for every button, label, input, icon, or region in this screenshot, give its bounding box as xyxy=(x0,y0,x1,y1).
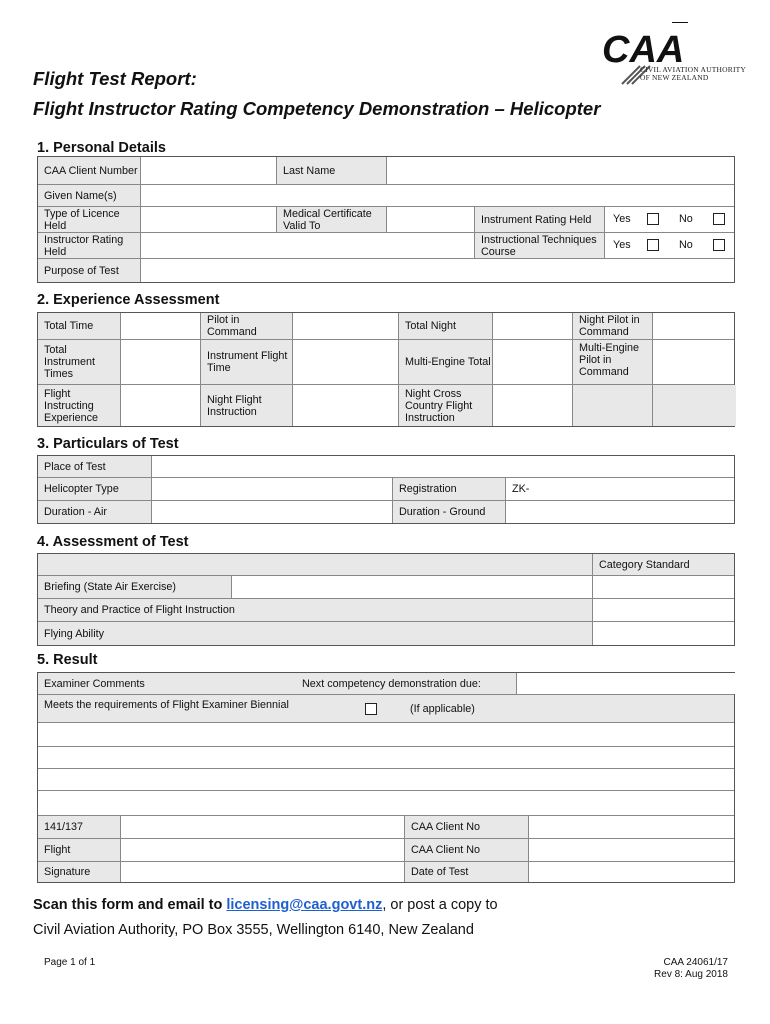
itc-yes-checkbox[interactable] xyxy=(647,239,659,251)
field-total-time[interactable] xyxy=(120,313,200,339)
logo-text: CIVIL AVIATION AUTHORITY OF NEW ZEALAND xyxy=(640,65,747,82)
label-pic: Pilot in Command xyxy=(200,313,292,339)
field-licence-type[interactable] xyxy=(140,207,276,232)
section-result: 5. Result xyxy=(37,652,98,668)
title-line-1: Flight Test Report: xyxy=(33,68,197,89)
field-helicopter-type[interactable] xyxy=(151,478,392,500)
biennial-checkbox[interactable] xyxy=(365,703,377,715)
yes-label: Yes xyxy=(613,239,631,251)
label-instrument-rating: Instrument Rating Held xyxy=(474,207,604,232)
field-registration[interactable]: ZK- xyxy=(505,478,736,500)
field-night-cross-country[interactable] xyxy=(492,385,572,426)
blank-value-cell xyxy=(652,385,736,426)
field-instrument-flight[interactable] xyxy=(292,340,398,384)
yes-label: Yes xyxy=(613,213,631,225)
field-duration-ground[interactable] xyxy=(505,501,736,523)
itc-options xyxy=(604,233,736,258)
field-caa-client-no-1[interactable] xyxy=(528,816,736,838)
label-caa-client-no: CAA Client No xyxy=(404,839,528,861)
field-night-flight-instruction[interactable] xyxy=(292,385,398,426)
label-flying: Flying Ability xyxy=(38,622,592,645)
label-instructor-rating: Instructor Rating Held xyxy=(38,233,140,258)
field-theory-standard[interactable] xyxy=(592,599,736,621)
label-purpose: Purpose of Test xyxy=(38,259,140,282)
label-night-pic: Night Pilot in Command xyxy=(572,313,652,339)
page-number: Page 1 of 1 xyxy=(44,957,96,968)
label-category-standard: Category Standard xyxy=(592,554,736,575)
field-total-night[interactable] xyxy=(492,313,572,339)
no-label: No xyxy=(679,213,693,225)
logo-mark: CAA xyxy=(602,29,685,71)
field-multi-engine[interactable] xyxy=(492,340,572,384)
section-experience: 2. Experience Assessment xyxy=(37,292,220,308)
field-given-names[interactable] xyxy=(140,185,736,206)
section-assessment: 4. Assessment of Test xyxy=(37,534,189,550)
label-client-number: CAA Client Number xyxy=(38,157,140,184)
itc-no-checkbox[interactable] xyxy=(713,239,725,251)
label-night-cross-country: Night Cross Country Flight Instruction xyxy=(398,385,492,426)
label-141-137: 141/137 xyxy=(38,816,120,838)
field-141-137[interactable] xyxy=(120,816,404,838)
label-licence-type: Type of Licence Held xyxy=(38,207,140,232)
label-biennial: Meets the requirements of Flight Examiner Biennial xyxy=(44,699,289,711)
label-caa-client-no: CAA Client No xyxy=(404,816,528,838)
title-line-2: Flight Instructor Rating Competency Demonstration – Helicopter xyxy=(33,98,601,119)
label-duration-air: Duration - Air xyxy=(38,501,151,523)
field-purpose[interactable] xyxy=(140,259,736,282)
label-medical: Medical Certificate Valid To xyxy=(276,207,386,232)
instrument-no-checkbox[interactable] xyxy=(713,213,725,225)
label-total-instrument: Total Instrument Times xyxy=(38,340,120,384)
field-client-number[interactable] xyxy=(140,157,276,184)
label-last-name: Last Name xyxy=(276,157,386,184)
label-night-flight-instruction: Night Flight Instruction xyxy=(200,385,292,426)
field-briefing-standard[interactable] xyxy=(592,576,736,598)
field-total-instrument[interactable] xyxy=(120,340,200,384)
label-multi-engine: Multi-Engine Total xyxy=(398,340,492,384)
label-briefing: Briefing (State Air Exercise) xyxy=(38,576,231,598)
form-code: CAA 24061/17 xyxy=(663,957,728,968)
label-itc: Instructional Techniques Course xyxy=(474,233,604,258)
experience-table xyxy=(37,312,735,427)
label-next-due: Next competency demonstration due: xyxy=(302,677,481,690)
instrument-rating-options xyxy=(604,207,736,232)
assessment-table xyxy=(37,553,735,646)
label-if-applicable: (If applicable) xyxy=(410,702,475,715)
field-flight-instructing[interactable] xyxy=(120,385,200,426)
field-flying-standard[interactable] xyxy=(592,622,736,645)
field-signature[interactable] xyxy=(120,862,404,882)
label-instrument-flight: Instrument Flight Time xyxy=(200,340,292,384)
field-instructor-rating[interactable] xyxy=(140,233,474,258)
field-multi-engine-pic[interactable] xyxy=(652,340,736,384)
label-given-names: Given Name(s) xyxy=(38,185,140,206)
field-caa-client-no-2[interactable] xyxy=(528,839,736,861)
no-label: No xyxy=(679,239,693,251)
field-pic[interactable] xyxy=(292,313,398,339)
field-place[interactable] xyxy=(151,456,736,477)
email-link[interactable]: licensing@caa.govt.nz xyxy=(226,897,383,913)
label-duration-ground: Duration - Ground xyxy=(392,501,505,523)
postal-address: Civil Aviation Authority, PO Box 3555, Wellington 6140, New Zealand xyxy=(33,922,474,938)
particulars-table xyxy=(37,455,735,524)
label-date-of-test: Date of Test xyxy=(404,862,528,882)
label-signature: Signature xyxy=(38,862,120,882)
field-flight[interactable] xyxy=(120,839,404,861)
field-briefing[interactable] xyxy=(231,576,592,598)
instrument-yes-checkbox[interactable] xyxy=(647,213,659,225)
field-medical[interactable] xyxy=(386,207,474,232)
form-revision: Rev 8: Aug 2018 xyxy=(654,969,728,980)
field-duration-air[interactable] xyxy=(151,501,392,523)
form-meta xyxy=(654,957,728,981)
section-particulars: 3. Particulars of Test xyxy=(37,436,179,452)
blank-label-cell xyxy=(572,385,652,426)
comment-line[interactable] xyxy=(38,791,734,816)
scan-instructions xyxy=(33,897,498,913)
label-flight-instructing: Flight Instructing Experience xyxy=(38,385,120,426)
comment-line[interactable] xyxy=(38,747,734,769)
label-multi-engine-pic: Multi-Engine Pilot in Command xyxy=(572,340,652,384)
scan-prefix: Scan this form and email to xyxy=(33,897,227,913)
field-date-of-test[interactable] xyxy=(528,862,736,882)
field-last-name[interactable] xyxy=(386,157,736,184)
label-helicopter-type: Helicopter Type xyxy=(38,478,151,500)
comment-line[interactable] xyxy=(38,723,734,747)
label-flight: Flight xyxy=(38,839,120,861)
section-personal-details: 1. Personal Details xyxy=(37,140,166,156)
comment-line[interactable] xyxy=(38,769,734,791)
scan-suffix: , or post a copy to xyxy=(382,897,498,913)
personal-details-table xyxy=(37,156,735,283)
field-night-pic[interactable] xyxy=(652,313,736,339)
field-next-due[interactable] xyxy=(516,673,736,694)
label-theory: Theory and Practice of Flight Instruction xyxy=(38,599,592,621)
label-total-night: Total Night xyxy=(398,313,492,339)
label-registration: Registration xyxy=(392,478,505,500)
label-total-time: Total Time xyxy=(38,313,120,339)
result-table xyxy=(37,672,735,883)
label-place: Place of Test xyxy=(38,456,151,477)
label-examiner-comments: Examiner Comments xyxy=(44,677,145,690)
